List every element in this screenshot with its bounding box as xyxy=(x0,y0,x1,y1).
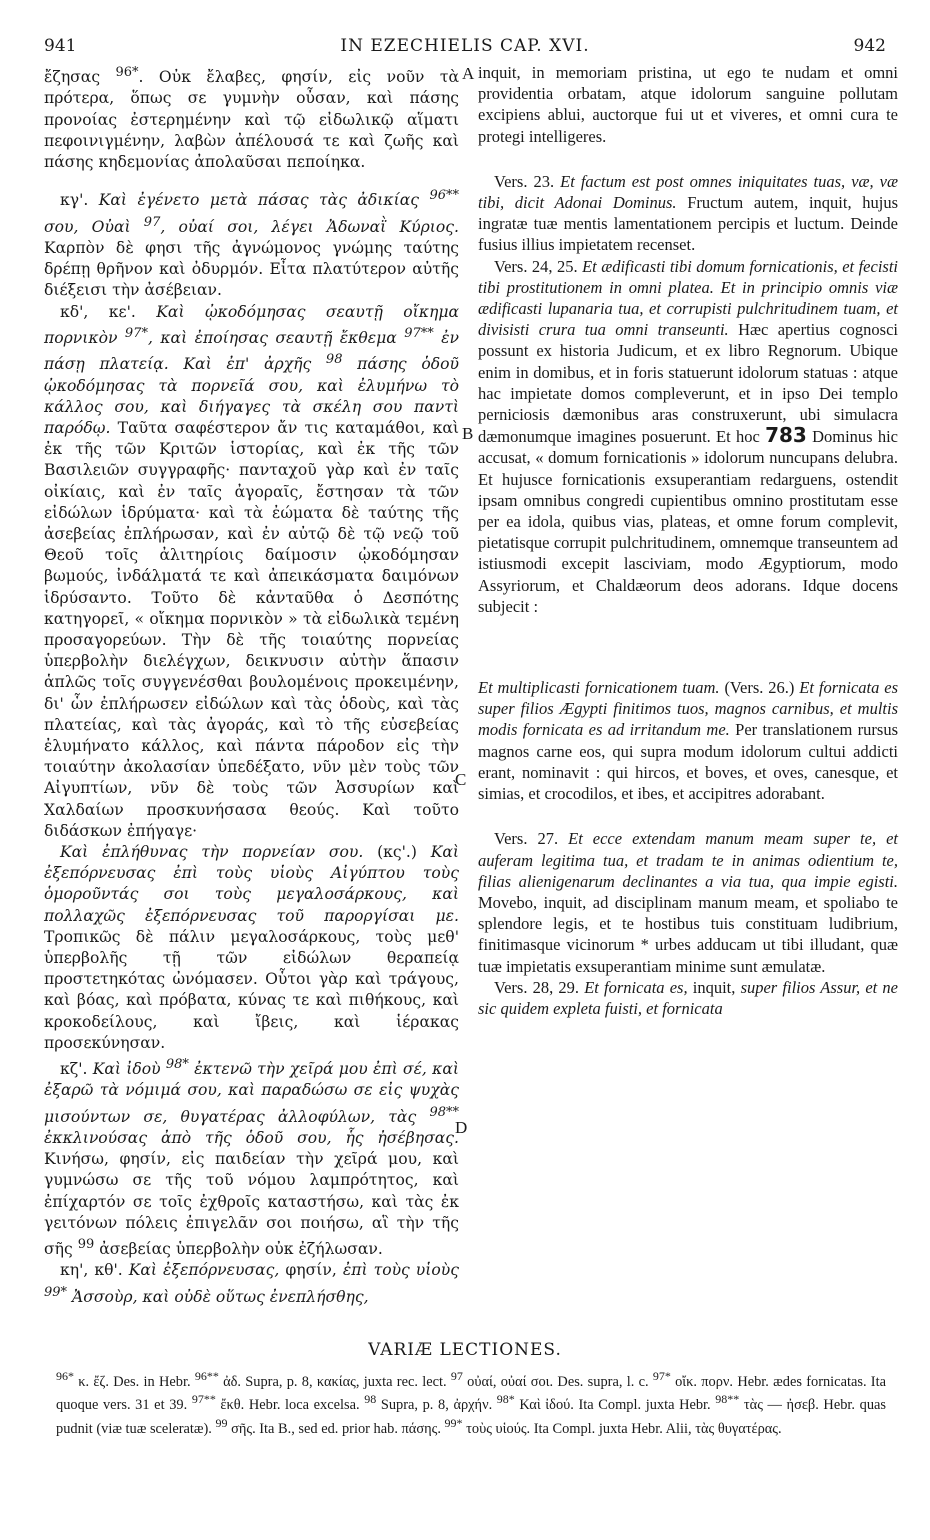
margin-letter-c: C xyxy=(455,770,467,789)
margin-letter-b: B xyxy=(462,424,474,443)
latin-paragraph: Vers. 24, 25. Et ædificasti tibi domum fornicationis, et fecisti tibi prostitutionem in omni platea. Et in principio omnis viæ ædificasti lupanaria tua, et corrupisti pulchritudinem tuam, et divisisti crura tua omni transeunti. Hæc apertius cognosci possunt ex historia Judicum, et ex libro Regnorum. Ubique enim in domibus, et in foris statuerunt idolorum statuas : atque hac impietate domos compleverunt, et in ipso Dei templo perniciosis dæmonibus aras construxerunt, ubi simulacra dæmonumque imagines posuerunt. Et hoc 783 Dominus hic accusat, « domum fornicationis » idolorum nuncupans delubra. Et hujusce fornicationis exsuperantiam redarguens, ostendit ipsam omnibus congredi cupientibus omnino prostitutam esse per ea idola, quibus vias, plateas, et omne forum complevit, pietatisque corrupit pulchritudinem, omnemque transeuntem ad istiusmodi excepit lasciviam, modo Ægyptiorum, modo Assyriorum, et Chaldæorum deos adorans. Idque docens subjecit : xyxy=(478,256,899,616)
greek-paragraph: κγ'. Καὶ ἐγένετο μετὰ πάσας τὰς ἀδικίας $^{96**}$ σου, Οὐαὶ $^{97}$, οὐαί σοι, λέγει Ἀδωναῒ Κύριος. Καρπὸν δὲ φησι τῆς ἀγνώμονος γνώμης ταύτης δρέπῃ θρῆνον καὶ ὀδυρμόν. Εἶτα πλατύτερον αὐτῆς διέξεισι τὴν ἀσέβειαν. xyxy=(44,188,459,300)
margin-letter-d: D xyxy=(455,1118,468,1137)
latin-paragraph: inquit, in memoriam pristina, ut ego te nudam et omni providentia orbatam, atque idolorum sanguine pollutam excipiens ablui, auctorque fui ut et viveres, et omni cura te protegi intelligeres. xyxy=(478,63,898,146)
greek-paragraph: κζ'. Καὶ ἰδοὺ $^{98*}$ ἐκτενῶ τὴν χεῖρά μου ἐπὶ σέ, καὶ ἐξαρῶ τὰ νόμιμά σου, καὶ παραδώσω σε εἰς ψυχὰς μισούντων σε, θυγατέρας ἀλλοφύλων, τὰς $^{98**}$ ἐκκλινούσας ἀπὸ τῆς ὁδοῦ σου, ἧς ἠσέβησας. Κινήσω, φησίν, εἰς παιδείαν τὴν χεῖρά μου, καὶ γυμνώσω σε τῆς τοῦ νόμου λαμπρότητος, καὶ ἐπίχαρτόν σε τοῖς ἐχθροῖς καταστήσω, καὶ τὰς ἐκ γειτόνων πόλεις ἐπιγελᾶν σοι ποιήσω, αἳ τὴν τῆς σῆς $^{99}$ ἀσεβείας ὑπερβολὴν οὐκ ἐζήλωσαν. xyxy=(44,1057,460,1259)
greek-paragraph: κη', κθ'. Καὶ ἐξεπόρνευσας, φησίν, ἐπὶ τοὺς υἱοὺς $^{99*}$ Ἀσσοὺρ, καὶ οὐδὲ οὕτως ἐνεπλήσθης, xyxy=(44,1261,459,1306)
latin-paragraph: Vers. 27. Et ecce extendam manum meam super te, et auferam legitima tua, et tradam te in animas odientium te, filias alienigenarum declinantes a via tua, qua impie egisti. Movebo, inquit, ad disciplinam manum meam, et spoliabo te splendore legis, et te hostibus tuis constituam ludibrium, finitimasque vicinorum * urbes adducam ut tibi illudant, quæ tuæ impietatis exsuperantiam minime sunt æmulatæ. xyxy=(478,829,898,976)
variae-lectiones-notes xyxy=(56,1368,886,1438)
greek-paragraph: κδ', κε'. Καὶ ᾠκοδόμησας σεαυτῇ οἴκημα πορνικὸν $^{97*}$, καὶ ἐποίησας σεαυτῇ ἔκθεμα $^{97**}$ ἐν πάσῃ πλατείᾳ. Καὶ ἐπ' ἀρχῆς $^{98}$ πάσης ὁδοῦ ᾠκοδόμησας τὰ πορνεῖά σου, καὶ ἐλυμήνω τὸ κάλλος σου, καὶ διήγαγες τὰ σκέλη σου παντὶ παρόδῳ. Ταῦτα σαφέστερον ἄν τις καταμάθοι, καὶ ἐκ τῆς τῶν Κριτῶν ἱστορίας, καὶ ἐκ τῆς τῶν Βασιλειῶν συγγραφῆς· πανταχοῦ γὰρ καὶ ἐν ταῖς οἰκίαις, καὶ ἐν ταῖς ἀγοραῖς, ἔστησαν τὰ τῶν εἰδώλων ἱδρύματα· καὶ τὰ ἐώματα δὲ ταύτης τῆς ἀσεβείας ἐπλήρωσαν, καὶ ἐν αὐτῷ δὲ τῷ νεῷ τοῦ Θεοῦ τοῖς ἀλιτηρίοις δαίμοσιν ᾠκοδόμησαν βωμούς, ἰνδάλματά τε καὶ ἀπεικάσματα δαιμόνων ἱδρύσαντο. Τοῦτο δὲ κἀνταῦθα ὁ Δεσπότης κατηγορεῖ, « οἴκημα πορνικὸν » τὰ εἰδωλικὰ τεμένη προσαγορεύων. Τὴν δὲ τῆς τοιαύτης πορνείας ὑπερβολὴν διελέγχων, δεικνυσιν αὐτὴν ἅπασιν ἁπλῶς τοῖς συγγενέσθαι βουλομένοις προκειμένην, δι' ὧν ἐπλήρωσεν εἰδώλων καὶ τὰς ὁδοὺς, καὶ τὰς πλατείας, καὶ τὰς ἀγοράς, καὶ τὸ τῆς εὐσεβείας ἐλυμήνατο κάλλος, καὶ πάντα πάροδον εἰς τὴν τοιαύτην ἀκολασίαν ὑπεδέξατο, νῦν μὲν τοὺς τῶν Αἰγυπτίων, νῦν δὲ τοὺς τῶν Ἀσσυρίων καὶ Χαλδαίων προσκυνήσασα θεούς. Καὶ τοῦτο διδάσκων ἐπήγαγε· xyxy=(44,302,459,840)
variae-lectiones-title: VARIÆ LECTIONES. xyxy=(368,1340,562,1360)
greek-paragraph: Καὶ ἐπλήθυνας τὴν πορνείαν σου. (κς'.) Καὶ ἐξεπόρνευσας ἐπὶ τοὺς υἱοὺς Αἰγύπτου τοὺς ὁμοροῦντάς σοι τοὺς μεγαλοσάρκους, καὶ πολλαχῶς ἐξεπόρνευσας τοῦ παροργίσαι με. Τροπικῶς δὲ πάλιν μεγαλοσάρκους, τοὺς μεθ' ὑπερβολῆς τῇ τῶν εἰδώλων θεραπείᾳ προστετηκότας ὠνόμασεν. Οὗτοι γὰρ καὶ τράγους, καὶ βόας, καὶ πρόβατα, κύνας τε καὶ πιθήκους, καὶ κροκοδείλους, καὶ ἴβεις, καὶ ἱέρακας προσεκύνησαν. xyxy=(44,843,459,1052)
latin-paragraph: Vers. 28, 29. Et fornicata es, inquit, super filios Assur, et ne sic quidem expleta fuisti, et fornicata xyxy=(478,977,898,1018)
greek-paragraph: ἔζησας $^{96*}$. Οὐκ ἔλαβες, φησίν, εἰς νοῦν τὰ πρότερα, ὅπως σε γυμνὴν οὖσαν, καὶ πάσης προνοίας ἐστερημένην καὶ τῷ εἰδωλικῷ αἵματι πεφοινιγμένην, λαβὼν ἀπέλουσά τε καὶ ζωῆς καὶ πάσης κηδεμονίας ἀπολαῦσαι πεποίηκα. xyxy=(44,65,459,171)
margin-letter-a: A xyxy=(462,64,475,83)
latin-paragraph: Vers. 23. Et factum est post omnes iniquitates tuas, væ, væ tibi, dicit Adonai Dominus. Fructum autem, inquit, hujus ingratæ tuæ mentis lamentationem percipis et luctum. Deinde fusius illius impietatem recenset. xyxy=(478,171,898,255)
greek-column xyxy=(44,62,459,1308)
latin-column xyxy=(478,62,898,1019)
running-header xyxy=(0,36,930,58)
page-number-right: 942 xyxy=(853,36,886,56)
running-title: IN EZECHIELIS CAP. XVI. xyxy=(340,36,590,56)
latin-paragraph: Et multiplicasti fornicationem tuam. (Vers. 26.) Et fornicata es super filios Ægypti finitimos tuos, magnos carnibus, et multis modis fornicata es ad irritandum me. Per translationem rursus magnos carne eos, qui supra modum idolorum cultui addicti erant, nominavit : qui hircos, et boves, et oves, canesque, et simias, et crocodilos, et ibes, et accipitres adorabant. xyxy=(478,678,898,804)
variae-lectiones-text: $^{96*}$ κ. ἔζ. Des. in Hebr. $^{96**}$ ἀδ. Supra, p. 8, κακίας, juxta rec. lect. $^{97}$ οὐαί, οὐαί σοι. Des. supra, l. c. $^{97*}$ οἴκ. πορν. Hebr. ædes fornicatas. Ita quoque vers. 31 et 39. $^{97**}$ ἔκθ. Hebr. loca excelsa. $^{98}$ Supra, p. 8, ἀρχήν. $^{98*}$ Καὶ ἰδού. Ita Compl. juxta Hebr. $^{98**}$ τὰς — ἠσεβ. Hebr. quas pudnit (viæ tuæ sceleratæ). $^{99}$ σῆς. Ita B., sed ed. prior hab. πάσης. $^{99*}$ τοὺς υἱούς. Ita Compl. juxta Hebr. Alii, τὰς θυγατέρας. xyxy=(56,1369,886,1437)
page-number-left: 941 xyxy=(44,36,77,56)
